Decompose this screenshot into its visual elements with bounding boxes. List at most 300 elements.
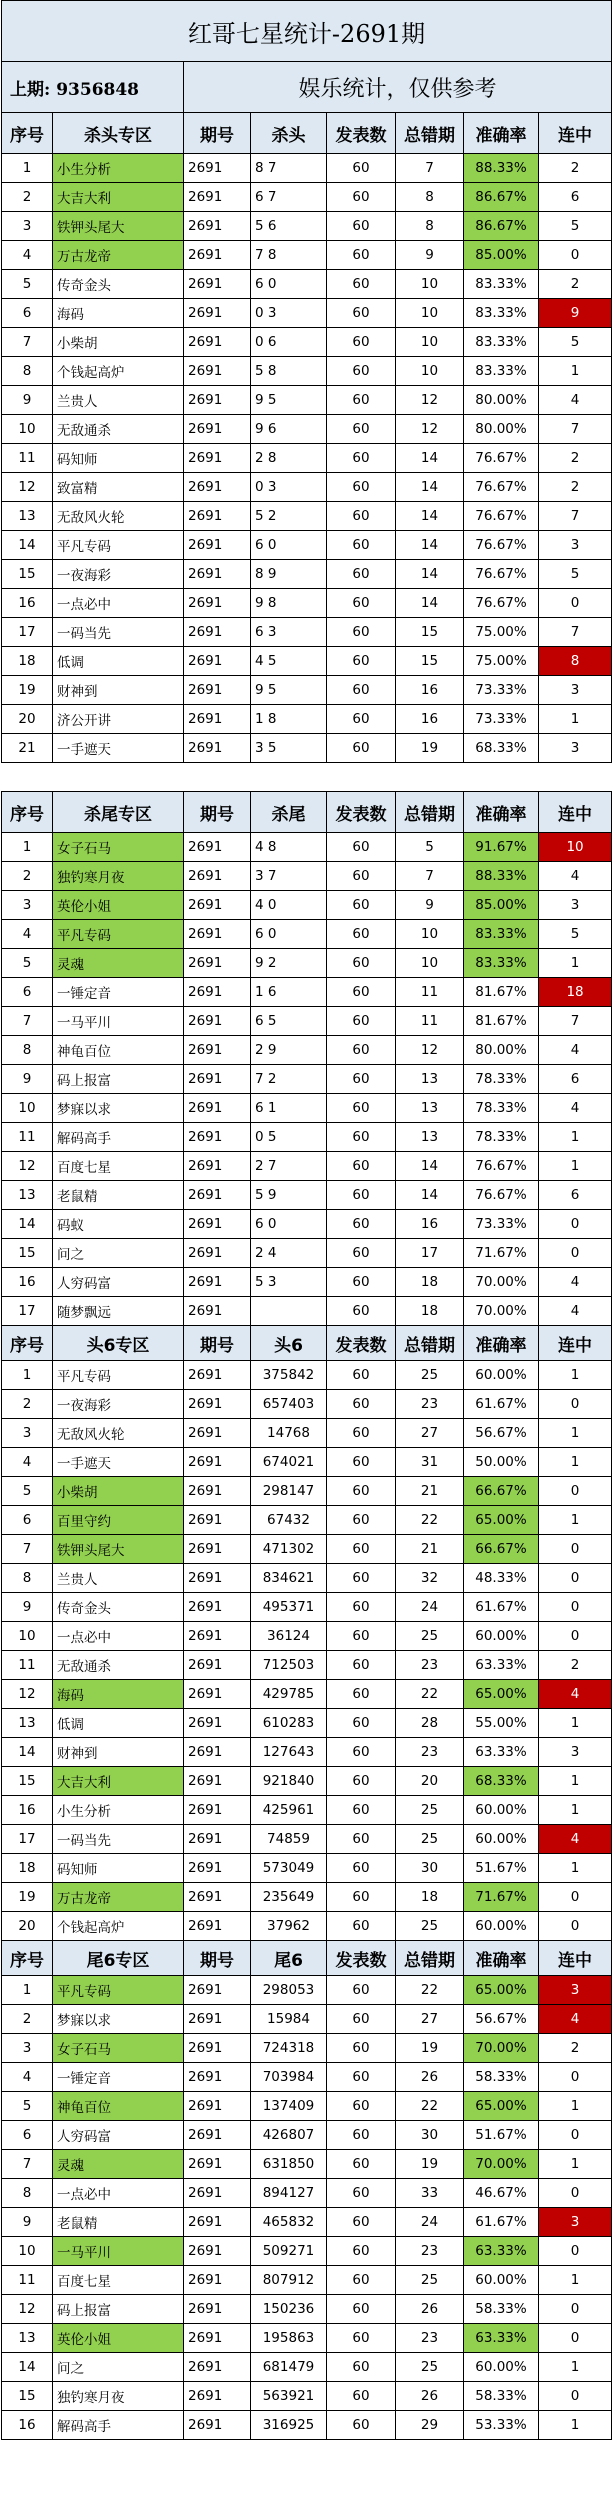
- prediction: 8 7: [251, 154, 327, 183]
- expert-name: 无敌风火轮: [53, 1419, 184, 1448]
- streak: 1: [539, 949, 612, 978]
- row-index: 12: [2, 2295, 53, 2324]
- publish-count: 60: [327, 2063, 396, 2092]
- expert-name: 独钓寒月夜: [53, 2382, 184, 2411]
- miss-count: 13: [396, 1123, 464, 1152]
- streak: 0: [539, 1210, 612, 1239]
- issue-number: 2691: [184, 386, 251, 415]
- issue-number: 2691: [184, 1448, 251, 1477]
- prediction: 14768: [251, 1419, 327, 1448]
- miss-count: 25: [396, 1622, 464, 1651]
- streak: 7: [539, 415, 612, 444]
- accuracy: 83.33%: [464, 357, 539, 386]
- miss-count: 20: [396, 1767, 464, 1796]
- accuracy: 81.67%: [464, 978, 539, 1007]
- accuracy: 55.00%: [464, 1709, 539, 1738]
- miss-count: 10: [396, 328, 464, 357]
- expert-name: 传奇金头: [53, 1593, 184, 1622]
- head6-row: [2, 1361, 612, 1390]
- miss-count: 29: [396, 2411, 464, 2440]
- prediction: 674021: [251, 1448, 327, 1477]
- column-header: 连中: [539, 792, 612, 833]
- streak: 0: [539, 2063, 612, 2092]
- prediction: 0 5: [251, 1123, 327, 1152]
- issue-number: 2691: [184, 1419, 251, 1448]
- issue-number: 2691: [184, 2382, 251, 2411]
- miss-count: 23: [396, 2237, 464, 2266]
- row-index: 15: [2, 1767, 53, 1796]
- publish-count: 60: [327, 2092, 396, 2121]
- head6-row: [2, 1622, 612, 1651]
- head6-row: [2, 1419, 612, 1448]
- miss-count: 26: [396, 2063, 464, 2092]
- publish-count: 60: [327, 2121, 396, 2150]
- prediction: 9 5: [251, 386, 327, 415]
- kill-head-row: [2, 502, 612, 531]
- publish-count: 60: [327, 1477, 396, 1506]
- miss-count: 27: [396, 2005, 464, 2034]
- issue-number: 2691: [184, 1854, 251, 1883]
- row-index: 8: [2, 1564, 53, 1593]
- streak: 7: [539, 1007, 612, 1036]
- column-header: 总错期: [396, 792, 464, 833]
- head6-row: [2, 1738, 612, 1767]
- accuracy: 78.33%: [464, 1123, 539, 1152]
- issue-number: 2691: [184, 833, 251, 862]
- issue-number: 2691: [184, 949, 251, 978]
- expert-name: 随梦飘远: [53, 1297, 184, 1326]
- issue-number: 2691: [184, 473, 251, 502]
- row-index: 14: [2, 1210, 53, 1239]
- publish-count: 60: [327, 618, 396, 647]
- column-header: 序号: [2, 792, 53, 833]
- publish-count: 60: [327, 1651, 396, 1680]
- miss-count: 14: [396, 502, 464, 531]
- column-header: 杀头专区: [53, 113, 184, 154]
- issue-number: 2691: [184, 891, 251, 920]
- publish-count: 60: [327, 357, 396, 386]
- miss-count: 12: [396, 415, 464, 444]
- miss-count: 8: [396, 212, 464, 241]
- expert-name: 兰贵人: [53, 386, 184, 415]
- tail6-row: [2, 2353, 612, 2382]
- prediction: 703984: [251, 2063, 327, 2092]
- row-index: 10: [2, 1094, 53, 1123]
- miss-count: 26: [396, 2382, 464, 2411]
- row-index: 19: [2, 1883, 53, 1912]
- expert-name: 大吉大利: [53, 1767, 184, 1796]
- streak: 1: [539, 1123, 612, 1152]
- prediction: 3 5: [251, 734, 327, 763]
- publish-count: 60: [327, 2150, 396, 2179]
- streak: 1: [539, 1709, 612, 1738]
- streak: 0: [539, 1593, 612, 1622]
- expert-name: 码知师: [53, 444, 184, 473]
- kill-tail-row: [2, 1036, 612, 1065]
- miss-count: 14: [396, 589, 464, 618]
- streak: 3: [539, 734, 612, 763]
- miss-count: 10: [396, 357, 464, 386]
- prediction: 724318: [251, 2034, 327, 2063]
- prediction: 9 8: [251, 589, 327, 618]
- issue-number: 2691: [184, 2150, 251, 2179]
- row-index: 12: [2, 1152, 53, 1181]
- issue-number: 2691: [184, 212, 251, 241]
- streak: 9: [539, 299, 612, 328]
- miss-count: 7: [396, 862, 464, 891]
- kill-head-row: [2, 299, 612, 328]
- publish-count: 60: [327, 1361, 396, 1390]
- row-index: 17: [2, 618, 53, 647]
- column-header: 序号: [2, 1941, 53, 1976]
- row-index: 7: [2, 1535, 53, 1564]
- row-index: 9: [2, 1065, 53, 1094]
- expert-name: 一马平川: [53, 1007, 184, 1036]
- accuracy: 61.67%: [464, 1593, 539, 1622]
- prediction: 298147: [251, 1477, 327, 1506]
- expert-name: 铁钾头尾大: [53, 1535, 184, 1564]
- expert-name: 低调: [53, 1709, 184, 1738]
- issue-number: 2691: [184, 415, 251, 444]
- issue-number: 2691: [184, 531, 251, 560]
- streak: 1: [539, 2353, 612, 2382]
- tail6-row: [2, 2121, 612, 2150]
- streak: 2: [539, 473, 612, 502]
- streak: 1: [539, 2150, 612, 2179]
- miss-count: 25: [396, 1361, 464, 1390]
- kill-head-row: [2, 705, 612, 734]
- issue-number: 2691: [184, 154, 251, 183]
- publish-count: 60: [327, 920, 396, 949]
- kill-tail-row: [2, 833, 612, 862]
- publish-count: 60: [327, 2266, 396, 2295]
- kill-head-row: [2, 618, 612, 647]
- expert-name: 老鼠精: [53, 2208, 184, 2237]
- prediction: 7 8: [251, 241, 327, 270]
- row-index: 1: [2, 1361, 53, 1390]
- row-index: 7: [2, 1007, 53, 1036]
- publish-count: 60: [327, 386, 396, 415]
- expert-name: 传奇金头: [53, 270, 184, 299]
- publish-count: 60: [327, 1680, 396, 1709]
- row-index: 9: [2, 2208, 53, 2237]
- streak: 0: [539, 2179, 612, 2208]
- row-index: 19: [2, 676, 53, 705]
- row-index: 12: [2, 473, 53, 502]
- issue-number: 2691: [184, 1239, 251, 1268]
- prediction: 2 4: [251, 1239, 327, 1268]
- miss-count: 13: [396, 1065, 464, 1094]
- prediction: 6 5: [251, 1007, 327, 1036]
- issue-number: 2691: [184, 357, 251, 386]
- miss-count: 30: [396, 2121, 464, 2150]
- publish-count: 60: [327, 2411, 396, 2440]
- kill-head-row: [2, 386, 612, 415]
- streak: 3: [539, 676, 612, 705]
- kill-tail-row: [2, 862, 612, 891]
- accuracy: 75.00%: [464, 618, 539, 647]
- expert-name: 百度七星: [53, 1152, 184, 1181]
- prediction: 9 2: [251, 949, 327, 978]
- row-index: 10: [2, 415, 53, 444]
- kill-head-row: [2, 241, 612, 270]
- miss-count: 21: [396, 1535, 464, 1564]
- head6-row: [2, 1506, 612, 1535]
- publish-count: 60: [327, 1390, 396, 1419]
- row-index: 5: [2, 1477, 53, 1506]
- accuracy: 60.00%: [464, 1796, 539, 1825]
- column-header: 头6: [251, 1326, 327, 1361]
- miss-count: 18: [396, 1883, 464, 1912]
- miss-count: 16: [396, 1210, 464, 1239]
- miss-count: 22: [396, 2092, 464, 2121]
- accuracy: 76.67%: [464, 560, 539, 589]
- streak: 0: [539, 2382, 612, 2411]
- column-header: 头6专区: [53, 1326, 184, 1361]
- issue-number: 2691: [184, 270, 251, 299]
- kill-tail-row: [2, 1123, 612, 1152]
- issue-number: 2691: [184, 502, 251, 531]
- column-header: 连中: [539, 1326, 612, 1361]
- kill-head-row: [2, 183, 612, 212]
- prediction: 0 3: [251, 299, 327, 328]
- kill-tail-row: [2, 1239, 612, 1268]
- issue-number: 2691: [184, 1680, 251, 1709]
- accuracy: 76.67%: [464, 1152, 539, 1181]
- accuracy: 56.67%: [464, 1419, 539, 1448]
- tail6-row: [2, 2411, 612, 2440]
- accuracy: 63.33%: [464, 1738, 539, 1767]
- stats-table: [1, 0, 612, 2440]
- publish-count: 60: [327, 473, 396, 502]
- issue-number: 2691: [184, 2179, 251, 2208]
- miss-count: 15: [396, 618, 464, 647]
- prediction: 0 3: [251, 473, 327, 502]
- tail6-row: [2, 2179, 612, 2208]
- miss-count: 23: [396, 2324, 464, 2353]
- miss-count: 10: [396, 270, 464, 299]
- row-index: 4: [2, 920, 53, 949]
- accuracy: 60.00%: [464, 1622, 539, 1651]
- miss-count: 18: [396, 1268, 464, 1297]
- expert-name: 一点必中: [53, 1622, 184, 1651]
- head6-row: [2, 1883, 612, 1912]
- kill-head-row: [2, 589, 612, 618]
- kill-head-row: [2, 444, 612, 473]
- expert-name: 一点必中: [53, 2179, 184, 2208]
- column-header: 杀尾专区: [53, 792, 184, 833]
- issue-number: 2691: [184, 1361, 251, 1390]
- streak: 4: [539, 1036, 612, 1065]
- publish-count: 60: [327, 444, 396, 473]
- publish-count: 60: [327, 1007, 396, 1036]
- publish-count: 60: [327, 2295, 396, 2324]
- accuracy: 81.67%: [464, 1007, 539, 1036]
- expert-name: 一码当先: [53, 618, 184, 647]
- disclaimer: 娱乐统计，仅供参考: [184, 62, 612, 113]
- miss-count: 25: [396, 1825, 464, 1854]
- expert-name: 一点必中: [53, 589, 184, 618]
- publish-count: 60: [327, 241, 396, 270]
- publish-count: 60: [327, 2179, 396, 2208]
- kill-head-row: [2, 328, 612, 357]
- head6-row: [2, 1854, 612, 1883]
- column-header: 总错期: [396, 1941, 464, 1976]
- miss-count: 32: [396, 1564, 464, 1593]
- accuracy: 88.33%: [464, 862, 539, 891]
- issue-number: 2691: [184, 676, 251, 705]
- accuracy: 65.00%: [464, 1976, 539, 2005]
- accuracy: 65.00%: [464, 1680, 539, 1709]
- prediction: 127643: [251, 1738, 327, 1767]
- prediction: 563921: [251, 2382, 327, 2411]
- kill-head-row: [2, 270, 612, 299]
- streak: 3: [539, 1976, 612, 2005]
- prediction: 4 0: [251, 891, 327, 920]
- accuracy: 80.00%: [464, 1036, 539, 1065]
- kill-tail-row: [2, 1297, 612, 1326]
- column-header: 连中: [539, 1941, 612, 1976]
- streak: 5: [539, 328, 612, 357]
- kill-tail-row: [2, 978, 612, 1007]
- expert-name: 解码高手: [53, 2411, 184, 2440]
- prediction: 0 6: [251, 328, 327, 357]
- kill-tail-row: [2, 891, 612, 920]
- issue-number: 2691: [184, 1622, 251, 1651]
- accuracy: 58.33%: [464, 2382, 539, 2411]
- prediction: 425961: [251, 1796, 327, 1825]
- issue-number: 2691: [184, 1709, 251, 1738]
- row-index: 10: [2, 2237, 53, 2266]
- row-index: 6: [2, 1506, 53, 1535]
- publish-count: 60: [327, 1152, 396, 1181]
- row-index: 16: [2, 1796, 53, 1825]
- expert-name: 百度七星: [53, 2266, 184, 2295]
- miss-count: 25: [396, 1912, 464, 1941]
- streak: 1: [539, 1796, 612, 1825]
- miss-count: 10: [396, 299, 464, 328]
- prediction: 807912: [251, 2266, 327, 2295]
- streak: 4: [539, 1268, 612, 1297]
- row-index: 4: [2, 1448, 53, 1477]
- accuracy: 68.33%: [464, 734, 539, 763]
- issue-number: 2691: [184, 705, 251, 734]
- publish-count: 60: [327, 2208, 396, 2237]
- issue-number: 2691: [184, 2208, 251, 2237]
- row-index: 1: [2, 833, 53, 862]
- streak: 18: [539, 978, 612, 1007]
- expert-name: 码上报富: [53, 1065, 184, 1094]
- streak: 0: [539, 1477, 612, 1506]
- row-index: 3: [2, 2034, 53, 2063]
- expert-name: 万古龙帝: [53, 241, 184, 270]
- row-index: 11: [2, 1651, 53, 1680]
- miss-count: 16: [396, 705, 464, 734]
- issue-number: 2691: [184, 2411, 251, 2440]
- issue-number: 2691: [184, 1825, 251, 1854]
- prediction: 712503: [251, 1651, 327, 1680]
- head6-row: [2, 1593, 612, 1622]
- accuracy: 60.00%: [464, 2353, 539, 2382]
- prediction: 495371: [251, 1593, 327, 1622]
- issue-number: 2691: [184, 2266, 251, 2295]
- accuracy: 83.33%: [464, 920, 539, 949]
- publish-count: 60: [327, 212, 396, 241]
- row-index: 5: [2, 2092, 53, 2121]
- accuracy: 51.67%: [464, 2121, 539, 2150]
- accuracy: 60.00%: [464, 2266, 539, 2295]
- miss-count: 25: [396, 1796, 464, 1825]
- publish-count: 60: [327, 1419, 396, 1448]
- publish-count: 60: [327, 1123, 396, 1152]
- accuracy: 76.67%: [464, 473, 539, 502]
- streak: 2: [539, 270, 612, 299]
- streak: 0: [539, 1239, 612, 1268]
- section-gap: [2, 763, 612, 792]
- tail6-row: [2, 2150, 612, 2179]
- publish-count: 60: [327, 589, 396, 618]
- row-index: 20: [2, 1912, 53, 1941]
- prediction: [251, 1297, 327, 1326]
- column-header: 准确率: [464, 792, 539, 833]
- accuracy: 76.67%: [464, 531, 539, 560]
- streak: 0: [539, 1535, 612, 1564]
- issue-number: 2691: [184, 1651, 251, 1680]
- expert-name: 海码: [53, 1680, 184, 1709]
- issue-number: 2691: [184, 1883, 251, 1912]
- streak: 4: [539, 1825, 612, 1854]
- accuracy: 71.67%: [464, 1239, 539, 1268]
- publish-count: 60: [327, 560, 396, 589]
- issue-number: 2691: [184, 1564, 251, 1593]
- streak: 0: [539, 2237, 612, 2266]
- streak: 5: [539, 212, 612, 241]
- head6-row: [2, 1709, 612, 1738]
- prediction: 5 8: [251, 357, 327, 386]
- issue-number: 2691: [184, 2295, 251, 2324]
- miss-count: 25: [396, 2353, 464, 2382]
- streak: 0: [539, 1912, 612, 1941]
- streak: 0: [539, 2121, 612, 2150]
- issue-number: 2691: [184, 2324, 251, 2353]
- prediction: 235649: [251, 1883, 327, 1912]
- expert-name: 济公开讲: [53, 705, 184, 734]
- accuracy: 61.67%: [464, 1390, 539, 1419]
- tail6-row: [2, 1976, 612, 2005]
- publish-count: 60: [327, 531, 396, 560]
- expert-name: 一夜海彩: [53, 1390, 184, 1419]
- row-index: 11: [2, 2266, 53, 2295]
- accuracy: 83.33%: [464, 299, 539, 328]
- expert-name: 个钱起高炉: [53, 357, 184, 386]
- accuracy: 83.33%: [464, 328, 539, 357]
- issue-number: 2691: [184, 1796, 251, 1825]
- page-title: 红哥七星统计-2691期: [2, 1, 612, 62]
- expert-name: 小生分析: [53, 154, 184, 183]
- publish-count: 60: [327, 270, 396, 299]
- miss-count: 8: [396, 183, 464, 212]
- miss-count: 14: [396, 473, 464, 502]
- issue-number: 2691: [184, 1767, 251, 1796]
- expert-name: 神龟百位: [53, 1036, 184, 1065]
- prediction: 4 5: [251, 647, 327, 676]
- accuracy: 51.67%: [464, 1854, 539, 1883]
- tail6-row: [2, 2324, 612, 2353]
- issue-number: 2691: [184, 2063, 251, 2092]
- publish-count: 60: [327, 2324, 396, 2353]
- accuracy: 83.33%: [464, 949, 539, 978]
- accuracy: 63.33%: [464, 2237, 539, 2266]
